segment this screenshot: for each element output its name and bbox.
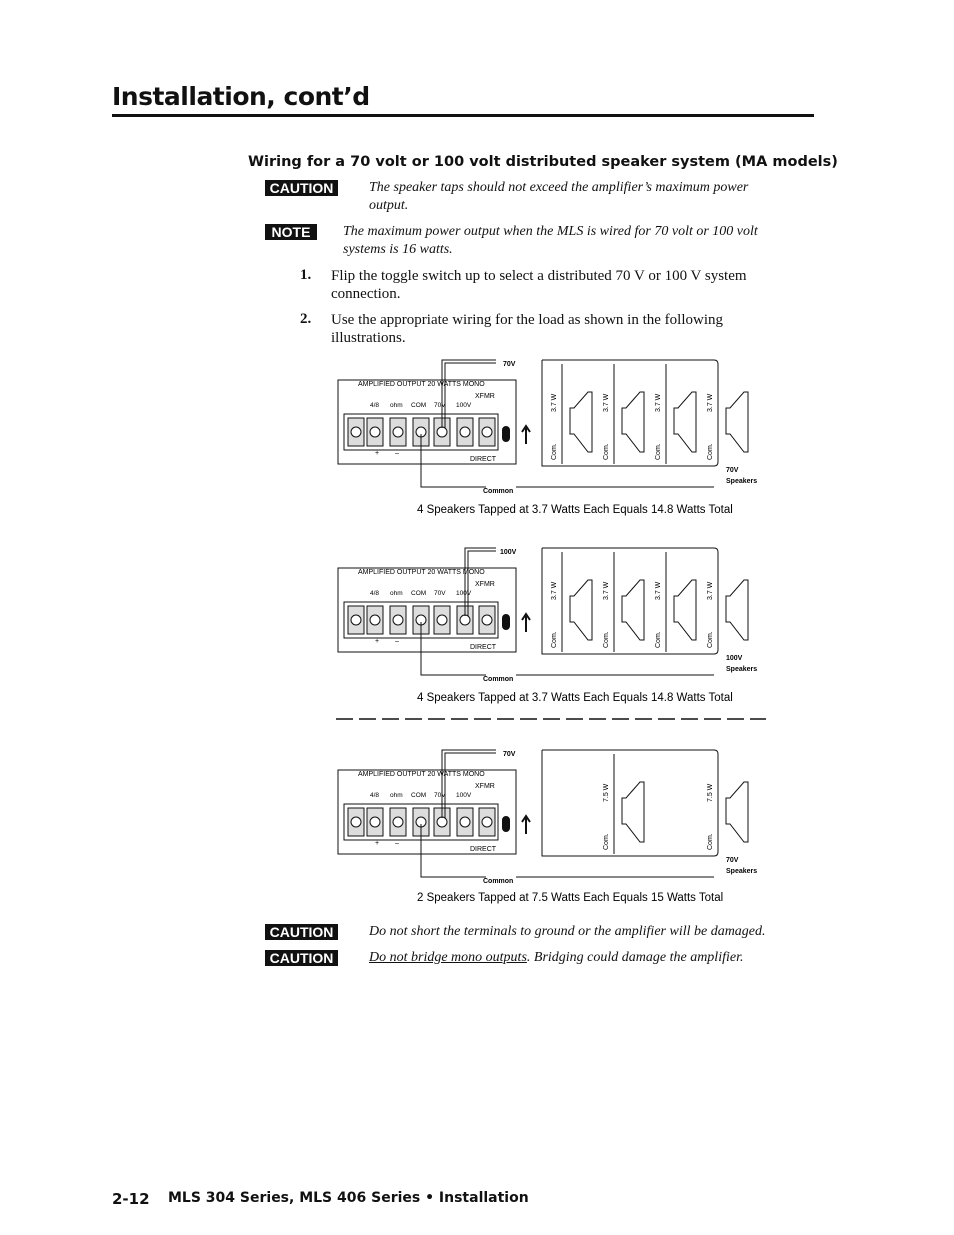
- svg-text:3.7 W: 3.7 W: [551, 581, 558, 600]
- diagram-caption: 4 Speakers Tapped at 3.7 Watts Each Equals 14.8 Watts Total: [417, 504, 733, 516]
- section-heading: Wiring for a 70 volt or 100 volt distributed speaker system (MA models): [248, 154, 838, 170]
- svg-text:100V: 100V: [456, 402, 472, 409]
- diagram-caption: 4 Speakers Tapped at 3.7 Watts Each Equals 14.8 Watts Total: [417, 692, 733, 704]
- svg-text:–: –: [395, 840, 399, 847]
- svg-text:DIRECT: DIRECT: [470, 456, 497, 463]
- svg-text:XFMR: XFMR: [475, 393, 495, 400]
- svg-text:+: +: [375, 450, 380, 457]
- svg-text:70V: 70V: [726, 467, 739, 474]
- svg-text:70V: 70V: [726, 857, 739, 864]
- svg-text:100V: 100V: [726, 655, 743, 662]
- svg-text:AMPLIFIED OUTPUT 20 WATTS MO: AMPLIFIED OUTPUT 20 WATTS MONO: [358, 569, 485, 576]
- svg-text:3.7 W: 3.7 W: [603, 393, 610, 412]
- svg-text:DIRECT: DIRECT: [470, 846, 497, 853]
- svg-text:Com.: Com.: [707, 443, 714, 460]
- speaker-column: [551, 364, 757, 485]
- wiring-diagram-70v-2-speakers: [330, 742, 790, 912]
- dashed-divider: [336, 716, 768, 722]
- svg-text:3.7 W: 3.7 W: [603, 581, 610, 600]
- tap-label: 100V: [500, 549, 517, 556]
- svg-text:–: –: [395, 450, 399, 457]
- svg-text:3.7 W: 3.7 W: [655, 393, 662, 412]
- svg-text:COM: COM: [411, 402, 427, 409]
- svg-text:3.7 W: 3.7 W: [551, 393, 558, 412]
- svg-text:7.5 W: 7.5 W: [603, 783, 610, 802]
- amplifier-panel: [338, 770, 530, 854]
- svg-text:Com.: Com.: [603, 443, 610, 460]
- svg-text:+: +: [375, 638, 380, 645]
- svg-text:ohm: ohm: [390, 402, 403, 409]
- svg-text:Common: Common: [483, 488, 514, 495]
- tap-label: 70V: [503, 751, 516, 758]
- svg-text:Common: Common: [483, 676, 514, 683]
- svg-text:70V: 70V: [434, 590, 446, 597]
- amplifier-panel: [338, 380, 530, 464]
- diagram-caption: 2 Speakers Tapped at 7.5 Watts Each Equals 15 Watts Total: [417, 892, 724, 904]
- footer-title: MLS 304 Series, MLS 406 Series • Installation: [168, 1190, 529, 1206]
- svg-text:7.5 W: 7.5 W: [707, 783, 714, 802]
- svg-text:3.7 W: 3.7 W: [707, 581, 714, 600]
- note-text: The maximum power output when the MLS is wired for 70 volt or 100 volt systems is 16 watts.: [343, 224, 758, 257]
- svg-text:Speakers: Speakers: [726, 478, 758, 485]
- svg-text:3.7 W: 3.7 W: [707, 393, 714, 412]
- svg-text:–: –: [395, 638, 399, 645]
- svg-text:AMPLIFIED OUTPUT 20 WATTS MO: AMPLIFIED OUTPUT 20 WATTS MONO: [358, 771, 485, 778]
- svg-text:4/8: 4/8: [370, 402, 380, 409]
- svg-text:Com.: Com.: [551, 631, 558, 648]
- caution-text: The speaker taps should not exceed the amplifier’s maximum power output.: [369, 180, 749, 213]
- tap-label: 70V: [503, 361, 516, 368]
- svg-text:70V: 70V: [434, 792, 446, 799]
- svg-text:Com.: Com.: [707, 833, 714, 850]
- svg-text:Com.: Com.: [551, 443, 558, 460]
- svg-text:ohm: ohm: [390, 792, 403, 799]
- svg-text:COM: COM: [411, 590, 427, 597]
- svg-text:AMPLIFIED OUTPUT 20 WATTS MO: AMPLIFIED OUTPUT 20 WATTS MONO: [358, 381, 485, 388]
- svg-text:70V: 70V: [434, 402, 446, 409]
- step-text: Use the appropriate wiring for the load as shown in the following illustrations.: [331, 312, 723, 346]
- svg-text:+: +: [375, 840, 380, 847]
- speaker-column: [551, 552, 757, 673]
- svg-text:4/8: 4/8: [370, 792, 380, 799]
- step-number: 1.: [300, 267, 312, 283]
- note-badge: NOTE: [265, 224, 317, 240]
- svg-text:Com.: Com.: [603, 833, 610, 850]
- svg-text:Speakers: Speakers: [726, 666, 758, 673]
- svg-text:3.7 W: 3.7 W: [655, 581, 662, 600]
- wiring-diagram-100v-4-speakers: [330, 540, 790, 710]
- svg-text:Common: Common: [483, 878, 514, 885]
- svg-text:4/8: 4/8: [370, 590, 380, 597]
- svg-text:XFMR: XFMR: [475, 783, 495, 790]
- svg-text:100V: 100V: [456, 590, 472, 597]
- amplifier-panel: [338, 568, 530, 652]
- step-number: 2.: [300, 311, 312, 327]
- svg-text:Com.: Com.: [655, 631, 662, 648]
- step-text: Flip the toggle switch up to select a distributed 70 V or 100 V system connection.: [331, 268, 747, 302]
- svg-text:Speakers: Speakers: [726, 868, 758, 875]
- svg-text:ohm: ohm: [390, 590, 403, 597]
- caution-text: [369, 949, 809, 967]
- svg-text:DIRECT: DIRECT: [470, 644, 497, 651]
- wiring-diagram-70v-4-speakers: [330, 352, 790, 522]
- svg-text:Com.: Com.: [655, 443, 662, 460]
- header-rule: [112, 114, 814, 117]
- svg-text:Com.: Com.: [707, 631, 714, 648]
- caution-emphasis: Do not bridge mono outputs: [369, 950, 527, 965]
- svg-text:100V: 100V: [456, 792, 472, 799]
- caution-text: Do not short the terminals to ground or the amplifier will be damaged.: [369, 924, 766, 939]
- caution-rest: . Bridging could damage the amplifier.: [526, 950, 744, 965]
- svg-text:XFMR: XFMR: [475, 581, 495, 588]
- caution-badge: CAUTION: [265, 950, 338, 966]
- page-number: 2-12: [112, 1190, 150, 1208]
- caution-badge: CAUTION: [265, 924, 338, 940]
- caution-badge: CAUTION: [265, 180, 338, 196]
- svg-text:Com.: Com.: [603, 631, 610, 648]
- svg-text:COM: COM: [411, 792, 427, 799]
- page-title: Installation, cont’d: [112, 82, 370, 111]
- speaker-column: [603, 754, 757, 875]
